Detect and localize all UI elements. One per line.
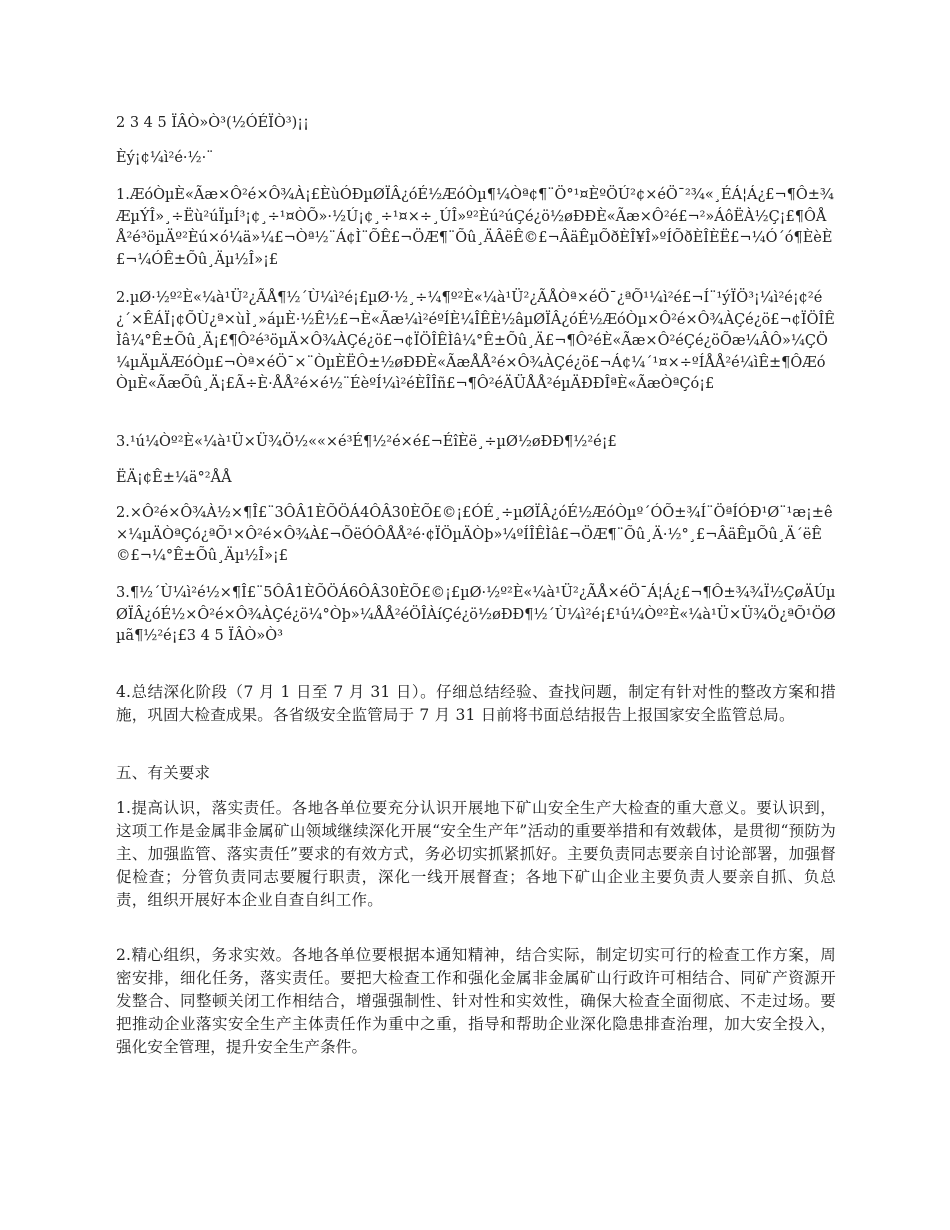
paragraph-summary-phase: 4.总结深化阶段（7 月 1 日至 7 月 31 日）。仔细总结经验、查找问题，制定有针对性的整改方案和措施，巩固大检查成果。各省级安全监管局于 7 月 31 日前将书面总结报告上报国家安全监管总局。: [116, 683, 836, 724]
paragraph-local-supervision: 2.µØ·½º²È«¼à¹Ü²¿ÃÅ¶½´Ù¼ì²é¡£µØ·½¸÷¼¶º²È«¼à¹Ü²¿ÃÅÒª×éÖ¯¿ªÕ¹¼ì²é£¬Í¨¹ýÏÖ³¡¼ì²é¡¢²é¿´×ÊÁÏ¡¢ÕÙ¿ª×ùÌ¸»áµÈ·½Ê½£¬È«Ãæ¼ì²éºÍÈ¼ÎÊÈ½âµØÏÂ¿óÉ½ÆóÒµ×Ô²é×Ô¾ÀÇé¿ö£¬¢ÏÖÎÊÌâ¼°Ê±Õû¸Ä¡£¶Ô²é³öµÄ×Ô¾ÀÇé¿ö£¬¢ÏÖÎÊÌâ¼°Ê±Õû¸Ä£¬¶Ô²éÈ«Ãæ×Ô²éÇé¿öÕæ¼ÂÔ»¼ÇÖ¼µÄµÄÆóÒµ£¬Òª×éÖ¯×¨ÒµÈËÔ±½øÐÐÈ«ÃæÅÅ²é×Ô¾ÀÇé¿ö£¬Á¢¼´¹¤×÷ºÍÅÅ²é¼ìÊ±¶ÔÆóÒµÈ«ÃæÕû¸Ä¡£Ã÷È·ÅÅ²é×é½¨ÉèºÍ¼ì²éÈÎÎñ£¬¶Ô²éÄÜÅÅ²éµÄÐÐÎªÈ«ÃæÒªÇó¡£: [116, 290, 835, 392]
paragraph-self-inspection-phase: 2.×Ô²é×Ô¾À½×¶Î£¨3ÔÂ1ÈÕÖÁ4ÔÂ30ÈÕ£©¡£ÓÉ¸÷µØÏÂ¿óÉ½ÆóÒµº´ÓÕ±¾Í¨ÖªÍÓÐ¹Ø¨¹æ¡±ê×¼µÄÒªÇó¿ªÕ¹×Ô²é×Ô¾À£¬ÕëÓÔÅÅ²é·¢ÏÖµÄÒþ»¼ºÍÎÊÌâ£¬ÖÆ¶¨Õû¸Ä·½°¸£¬ÂäÊµÕû¸Ä´ëÊ©£¬¼°Ê±Õû¸Äµ½Î»¡£: [116, 505, 833, 564]
paragraph-careful-organization: 2.精心组织，务求实效。各地各单位要根据本通知精神，结合实际，制定切实可行的检查工作方案，周密安排，细化任务，落实责任。要把大检查工作和强化金属非金属矿山行政许可相结合、同矿产资源开发整合、同整顿关闭工作相结合，增强强制性、针对性和实效性，确保大检查全面彻底、不走过场。要把推动企业落实安全生产主体责任作为重中之重，指导和帮助企业深化隐患排查治理，加大安全投入，强化安全管理，提升安全生产条件。: [116, 946, 836, 1056]
page-continuation-line: 2 3 4 5 ÏÂÒ»Ò³(½ÓÉÏÒ³)¡¡: [116, 115, 309, 131]
section-heading-schedule: ËÄ¡¢Ê±¼ä°²ÅÅ: [116, 470, 232, 486]
section-heading-requirements: 五、有关要求: [116, 764, 211, 782]
section-heading-inspection-methods: Èý¡¢¼ì²é·½·¨: [116, 150, 214, 166]
paragraph-supervision-phase: 3.¶½´Ù¼ì²é½×¶Î£¨5ÔÂ1ÈÕÖÁ6ÔÂ30ÈÕ£©¡£µØ·½º²È«¼à¹Ü²¿ÃÅ×éÖ¯Á¦Á¿£¬¶Ô±¾¾Ï½ÇøÄÚµØÏÂ¿óÉ½×Ô²é×Ô¾ÀÇé¿ö¼°Òþ»¼ÅÅ²éÖÎÀíÇé¿ö½øÐÐ¶½´Ù¼ì²é¡£¹ú¼Òº²È«¼à¹Ü×Ü¾Ö¿ªÕ¹ÖØµã¶½²é¡£3 4 5 ÏÂÒ»Ò³: [116, 585, 836, 644]
paragraph-enterprise-self-inspection: 1.ÆóÒµÈ«Ãæ×Ô²é×Ô¾À¡£ÈùÓÐµØÏÂ¿óÉ½ÆóÒµ¶¼Òª¢¶¨Ö°¹¤ÈºÖÚ²¢×éÖ¯²¾«¸ÉÁ¦Á¿£¬¶Ô±¾ÆµÝÎ»¸÷Ëù²úÏµÍ³¡¢¸÷¹¤ÒÕ»·½Ú¡¢¸÷¹¤×÷¸ÚÎ»º²Èú²úÇé¿ö½øÐÐÈ«Ãæ×Ô²é£¬²»ÁôËÀ½Ç¡£¶ÔÅÅ²é³öµÄº²Èú×ó¼ä»¼£¬Òª½¨Á¢Ì¨ÕÊ£¬ÖÆ¶¨Õû¸ÄÂëÊ©£¬ÂäÊµÕðÈÎ¥Î»ºÍÕðÈÎÈË£¬¼Ó´ó¶ÈèÈ£¬¼ÓÊ±Õû¸Äµ½Î»¡£: [116, 187, 834, 268]
paragraph-state-inspection-teams: 3.¹ú¼Òº²È«¼à¹Ü×Ü¾Ö½««×é³É¶½²é×é£¬ÉîÈë¸÷µØ½øÐÐ¶½²é¡£: [116, 434, 617, 450]
paragraph-raise-awareness: 1.提高认识，落实责任。各地各单位要充分认识开展地下矿山安全生产大检查的重大意义。要认识到，这项工作是金属非金属矿山领域继续深化开展“安全生产年”活动的重要举措和有效载体，是贯彻“预防为主、加强监管、落实责任”要求的有效方式，务必切实抓紧抓好。主要负责同志要亲自讨论部署，加强督促检查；分管负责同志要履行职责，深化一线开展督查；各地下矿山企业主要负责人要亲自抓、负总责，组织开展好本企业自查自纠工作。: [116, 799, 836, 909]
